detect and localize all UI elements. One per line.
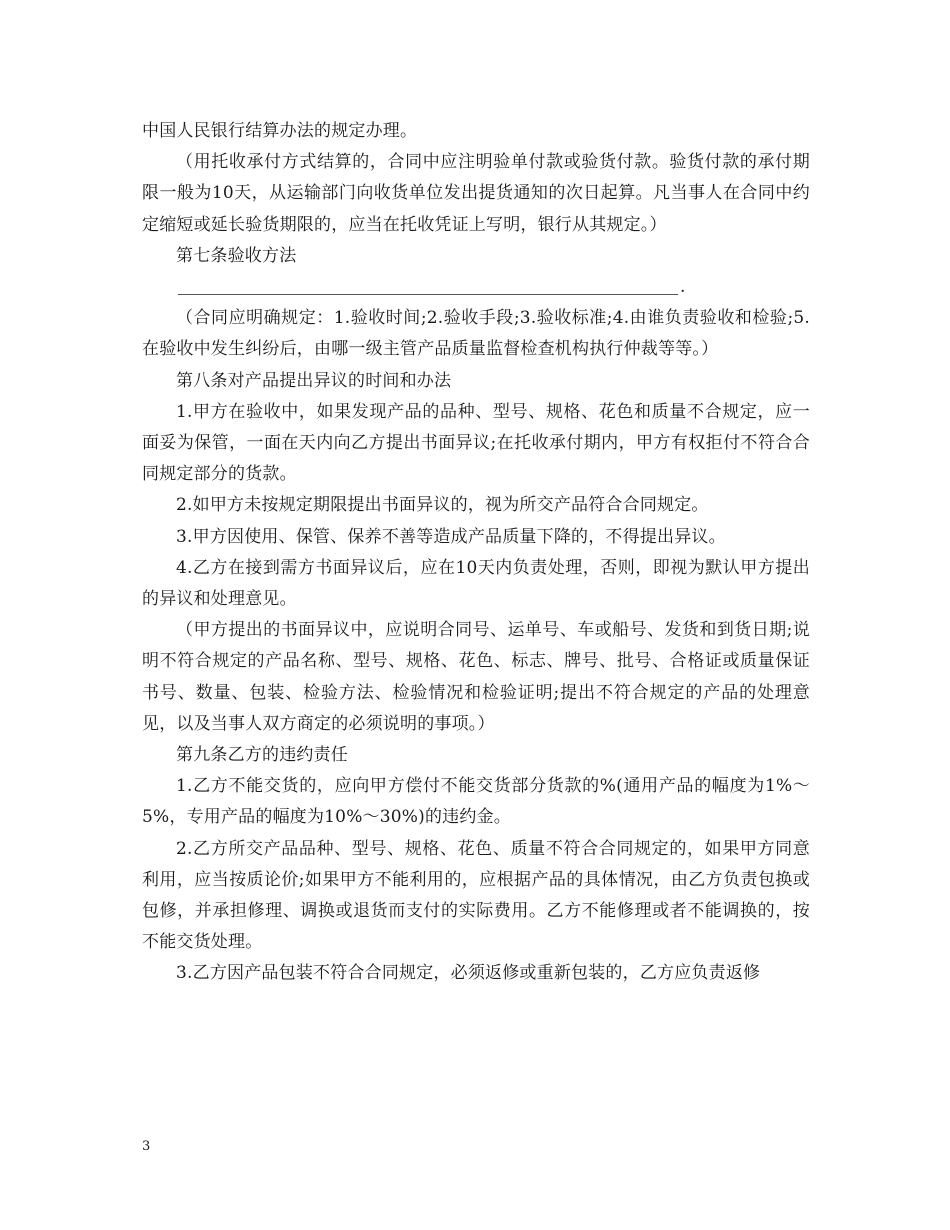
page-number: 3 bbox=[142, 1139, 151, 1154]
fill-in-blank-line bbox=[142, 272, 810, 303]
document-body bbox=[142, 116, 810, 990]
paragraph: （用托收承付方式结算的，合同中应注明验单付款或验货付款。验货付款的承付期限一般为10天，从运输部门向收货单位发出提货通知的次日起算。凡当事人在合同中约定缩短或延长验货期限的，应当在托收凭证上写明，银行从其规定。） bbox=[142, 152, 810, 235]
paragraph: （合同应明确规定：1.验收时间;2.验收手段;3.验收标准;4.由谁负责验收和检验;5.在验收中发生纠纷后，由哪一级主管产品质量监督检查机构执行仲裁等等。） bbox=[142, 308, 810, 360]
paragraph: 1.乙方不能交货的，应向甲方偿付不能交货部分货款的%(通用产品的幅度为1%～5%，专用产品的幅度为10%～30%)的违约金。 bbox=[142, 776, 810, 828]
section-heading: 第八条对产品提出异议的时间和办法 bbox=[176, 370, 452, 391]
paragraph: （甲方提出的书面异议中，应说明合同号、运单号、车或船号、发货和到货日期;说明不符合规定的产品名称、型号、规格、花色、标志、牌号、批号、合格证或质量保证书号、数量、包装、检验方法、检验情况和检验证明;提出不符合规定的产品的处理意见，以及当事人双方商定的必须说明的事项。） bbox=[142, 620, 810, 734]
blank-line-period: . bbox=[680, 277, 686, 298]
paragraph: 1.甲方在验收中，如果发现产品的品种、型号、规格、花色和质量不合规定，应一面妥为保管，一面在天内向乙方提出书面异议;在托收承付期内，甲方有权拒付不符合合同规定部分的货款。 bbox=[142, 401, 810, 485]
paragraph: 2.乙方所交产品品种、型号、规格、花色、质量不符合合同规定的，如果甲方同意利用，应当按质论价;如果甲方不能利用的，应根据产品的具体情况，由乙方负责包换或包修，并承担修理、调换或退货而支付的实际费用。乙方不能修理或者不能调换的，按不能交货处理。 bbox=[142, 838, 810, 953]
paragraph: 2.如甲方未按规定期限提出书面异议的，视为所交产品符合合同规定。 bbox=[176, 495, 709, 516]
paragraph: 4.乙方在接到需方书面异议后，应在10天内负责处理，否则，即视为默认甲方提出的异议和处理意见。 bbox=[142, 557, 810, 610]
paragraph: 3.乙方因产品包装不符合合同规定，必须返修或重新包装的，乙方应负责返修 bbox=[176, 963, 761, 984]
paragraph: 3.甲方因使用、保管、保养不善等造成产品质量下降的，不得提出异议。 bbox=[176, 526, 726, 547]
paragraph: 中国人民银行结算办法的规定办理。 bbox=[142, 121, 418, 141]
underline-rule bbox=[178, 294, 678, 295]
section-heading: 第九条乙方的违约责任 bbox=[176, 745, 348, 766]
section-heading: 第七条验收方法 bbox=[176, 245, 297, 266]
